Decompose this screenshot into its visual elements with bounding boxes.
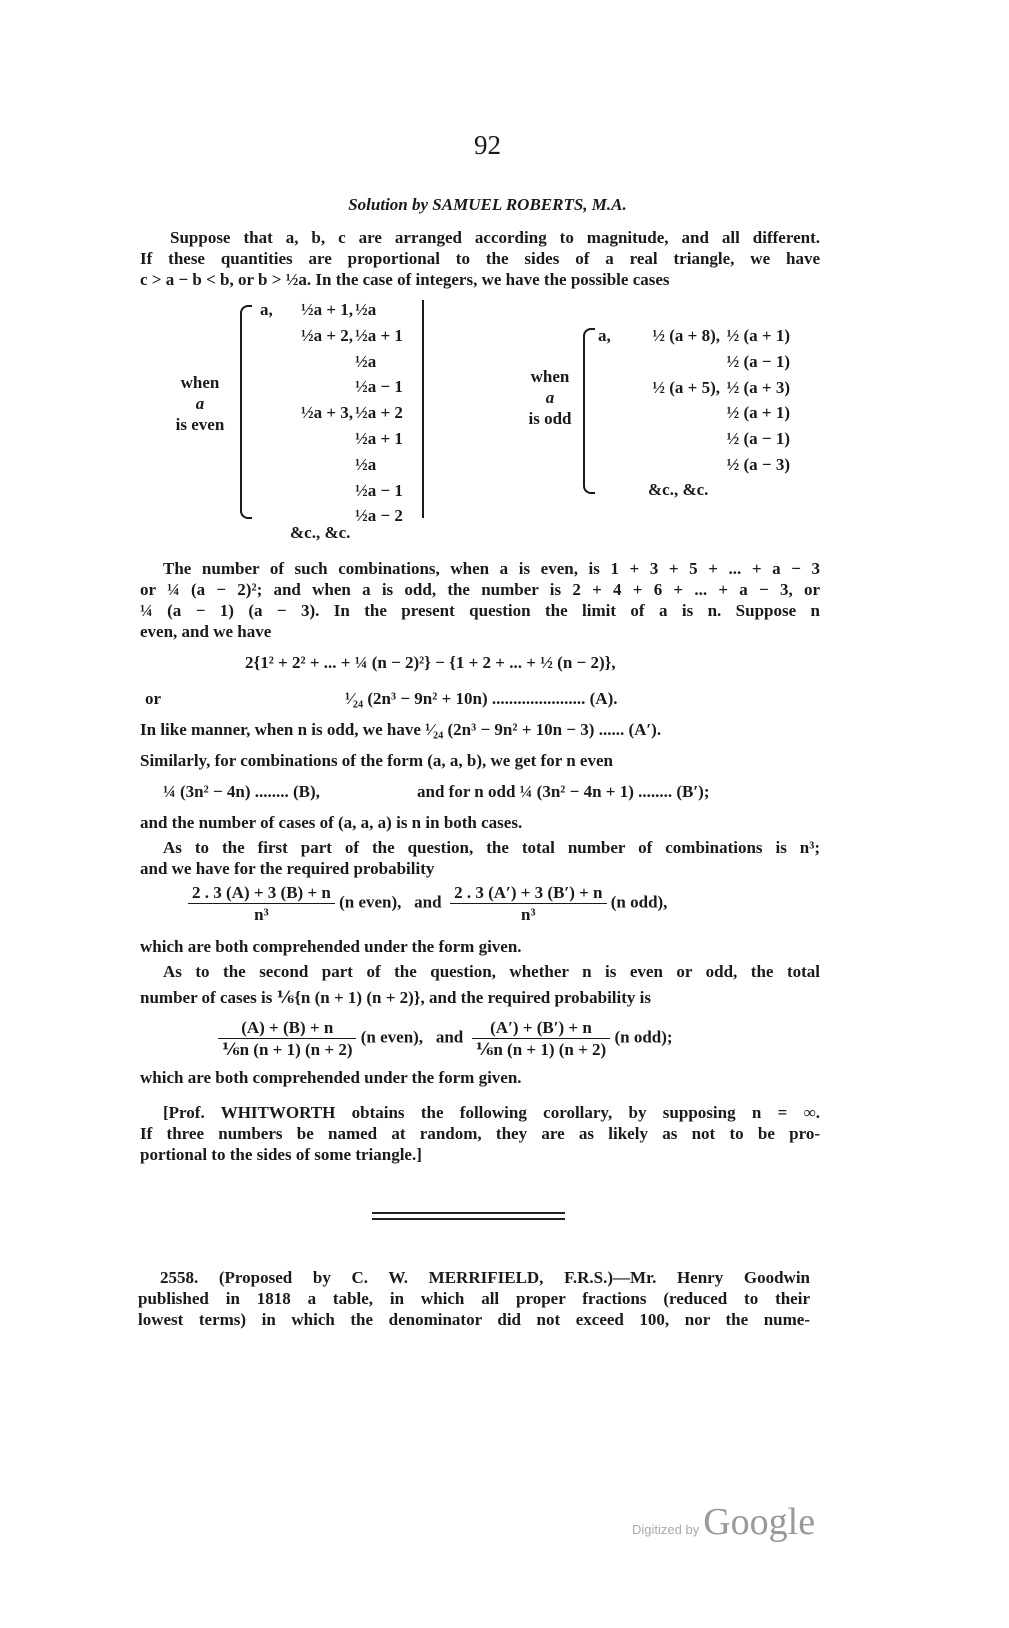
denominator: ⅙n (n + 1) (n + 2) bbox=[222, 1040, 353, 1059]
equation-B-prime: and for n odd ¼ (3n² − 4n + 1) ........ (B′); bbox=[417, 782, 710, 801]
denominator: ⅙n (n + 1) (n + 2) bbox=[475, 1040, 607, 1059]
odd-label bbox=[520, 366, 580, 429]
para2-line: The number of such combinations, when a is even, is 1 + 3 + 5 + ... + a − 3 bbox=[163, 559, 820, 578]
label-line: when bbox=[530, 367, 570, 386]
left-brace bbox=[240, 305, 252, 519]
case-cell: ½a + 1 bbox=[355, 429, 403, 448]
numerator: (A) + (B) + n bbox=[218, 1017, 356, 1039]
para4-line: As to the second part of the question, whether n is even or odd, the total bbox=[163, 962, 820, 981]
case-cell: ½ (a − 1) bbox=[726, 429, 790, 449]
numerator: 2 . 3 (A) + 3 (B) + n bbox=[188, 882, 335, 904]
case-cell: a, bbox=[260, 300, 273, 319]
equation-A: ¹⁄₂₄ (2n³ − 9n² + 10n) ...................... (A). bbox=[345, 689, 618, 708]
label-line: a bbox=[545, 388, 555, 407]
tag: (n odd); bbox=[614, 1027, 673, 1047]
numerator: 2 . 3 (A′) + 3 (B′) + n bbox=[450, 882, 606, 904]
para2-line: or ¼ (a − 2)²; and when a is odd, the number is 2 + 4 + 6 + ... + a − 3, or bbox=[140, 580, 820, 599]
left-brace bbox=[583, 328, 595, 494]
equation-A-prime: In like manner, when n is odd, we have ¹⁄₂₄ (2n³ − 9n² + 10n − 3) ...... (A′). bbox=[140, 720, 662, 739]
case-cell: a, bbox=[598, 326, 611, 345]
denominator: n³ bbox=[254, 905, 269, 924]
tag: (n even), bbox=[339, 892, 402, 912]
equation-B: ¼ (3n² − 4n) ........ (B), bbox=[163, 782, 320, 801]
odd-etc: &c., &c. bbox=[648, 480, 709, 499]
para5-line: lowest terms) in which the denominator did not exceed 100, nor the nume- bbox=[138, 1310, 810, 1329]
case-cell: ½a + 1, bbox=[300, 300, 353, 319]
para3-line: As to the first part of the question, the total number of combinations is n³; bbox=[163, 838, 820, 857]
tag: (n even), bbox=[360, 1027, 424, 1047]
right-bar bbox=[422, 300, 424, 518]
para1-line: If these quantities are proportional to the sides of a real triangle, we have bbox=[140, 249, 820, 268]
label-line: a bbox=[195, 394, 205, 413]
para2-line: even, and we have bbox=[140, 622, 272, 641]
note-line: portional to the sides of some triangle.] bbox=[140, 1145, 422, 1164]
case-cell: ½a − 1 bbox=[355, 480, 403, 500]
case-cell: ½a + 1 bbox=[355, 325, 403, 345]
case-cell: ½a bbox=[355, 351, 377, 371]
para5-line: 2558. (Proposed by C. W. MERRIFIELD, F.R.S.)—Mr. Henry Goodwin bbox=[160, 1268, 810, 1287]
case-cell: ½ (a − 3) bbox=[726, 455, 790, 474]
even-label bbox=[165, 372, 235, 435]
probability-2 bbox=[218, 1017, 673, 1060]
para1-line: c > a − b < b, or b > ½a. In the case of integers, we have the possible cases bbox=[140, 270, 670, 289]
numerator: (A′) + (B′) + n bbox=[472, 1017, 610, 1039]
probability-1 bbox=[188, 882, 667, 925]
case-cell: ½a bbox=[355, 454, 377, 474]
fraction bbox=[450, 882, 606, 925]
text-line: Similarly, for combinations of the form (a, a, b), we get for n even bbox=[140, 751, 613, 770]
case-cell: ½ (a + 5), bbox=[652, 377, 720, 397]
page-number: 92 bbox=[474, 130, 501, 160]
fraction bbox=[218, 1017, 356, 1060]
even-etc: &c., &c. bbox=[290, 523, 351, 542]
and: and bbox=[414, 892, 442, 912]
case-cell: ½a + 3, bbox=[300, 403, 353, 423]
text-line: which are both comprehended under the form given. bbox=[140, 937, 522, 956]
fraction bbox=[472, 1017, 610, 1060]
para2-line: ¼ (a − 1) (a − 3). In the present question the limit of a is n. Suppose n bbox=[140, 601, 820, 620]
note-line: [Prof. WHITWORTH obtains the following corollary, by supposing n = ∞. bbox=[163, 1103, 820, 1122]
google-watermark bbox=[632, 1500, 815, 1544]
label-line: when bbox=[180, 373, 220, 392]
case-cell: ½ (a + 8), bbox=[652, 326, 720, 345]
tag: (n odd), bbox=[610, 892, 668, 912]
label-line: is even bbox=[175, 415, 225, 434]
equation-sum: 2{1² + 2² + ... + ¼ (n − 2)²} − {1 + 2 + ... + ½ (n − 2)}, bbox=[245, 653, 616, 672]
para5-line: published in 1818 a table, in which all proper fractions (reduced to their bbox=[138, 1289, 810, 1308]
and: and bbox=[435, 1027, 464, 1047]
divider-rule bbox=[372, 1218, 565, 1220]
fraction bbox=[188, 882, 335, 925]
case-cell: ½ (a − 1) bbox=[726, 351, 790, 371]
label-line: is odd bbox=[528, 409, 572, 428]
text-line: which are both comprehended under the form given. bbox=[140, 1068, 522, 1087]
case-cell: ½a + 2, bbox=[300, 325, 353, 345]
case-cell: ½a bbox=[355, 300, 377, 319]
note-line: If three numbers be named at random, they are as likely as not to be pro- bbox=[140, 1124, 820, 1143]
case-cell: ½a − 1 bbox=[355, 377, 403, 397]
text-line: and the number of cases of (a, a, a) is n in both cases. bbox=[140, 813, 523, 832]
para4-line: number of cases is ⅙{n (n + 1) (n + 2)}, and the required probability is bbox=[140, 988, 652, 1007]
divider-rule bbox=[372, 1212, 565, 1214]
para1-line: Suppose that a, b, c are arranged according to magnitude, and all different. bbox=[170, 228, 820, 247]
case-cell: ½ (a + 1) bbox=[726, 326, 790, 345]
para3-line: and we have for the required probability bbox=[140, 859, 435, 878]
case-cell: ½a − 2 bbox=[355, 506, 403, 526]
solution-heading: Solution by SAMUEL ROBERTS, M.A. bbox=[348, 195, 627, 214]
case-cell: ½ (a + 3) bbox=[726, 377, 790, 397]
watermark-prefix: Digitized by bbox=[632, 1522, 700, 1537]
or-label: or bbox=[145, 689, 162, 708]
case-cell: ½a + 2 bbox=[355, 403, 403, 423]
case-cell: ½ (a + 1) bbox=[726, 403, 790, 423]
denominator: n³ bbox=[521, 905, 536, 924]
google-logo: Google bbox=[703, 1501, 816, 1543]
